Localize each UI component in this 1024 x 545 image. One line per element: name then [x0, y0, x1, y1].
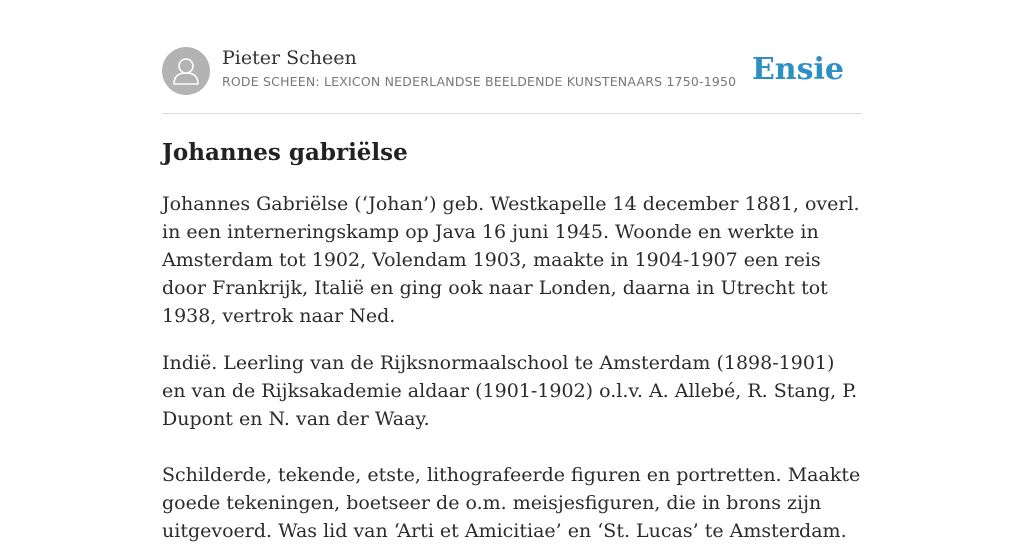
source-title[interactable]: RODE SCHEEN: LEXICON NEDERLANDSE BEELDENDE KUNSTENAARS 1750-1950 — [222, 74, 737, 89]
user-silhouette-icon — [162, 47, 210, 95]
brand-logo[interactable]: Ensie — [751, 52, 844, 87]
article-paragraph: Indië. Leerling van de Rijksnormaalschool te Amsterdam (1898-1901) en van de Rijksakademie aldaar (1901-1902) o.l.v. A. Allebé, R. Stang, P. Dupont en N. van der Waay. — [162, 352, 858, 430]
page-title: Johannes gabriëlse — [162, 139, 408, 166]
author-header — [162, 46, 862, 96]
author-name[interactable]: Pieter Scheen — [222, 47, 357, 69]
header-divider — [162, 113, 862, 114]
author-avatar[interactable] — [162, 47, 210, 95]
article-body — [162, 190, 862, 545]
article-paragraph: Schilderde, tekende, etste, lithografeerde figuren en portretten. Maakte goede tekeningen, boetseer de o.m. meisjesfiguren, die in brons zijn uitgevoerd. Was lid van ‘Arti et Amicitiae’ en ‘St. Lucas’ te Amsterdam. — [162, 464, 861, 542]
article-paragraph: Johannes Gabriëlse (‘Johan’) geb. Westkapelle 14 december 1881, overl. in een interneringskamp op Java 16 juni 1945. Woonde en werkte in Amsterdam tot 1902, Volendam 1903, maakte in 1904-1907 een reis door Frankrijk, Italië en ging ook naar Londen, daarna in Utrecht tot 1938, vertrok naar Ned. — [162, 193, 860, 327]
